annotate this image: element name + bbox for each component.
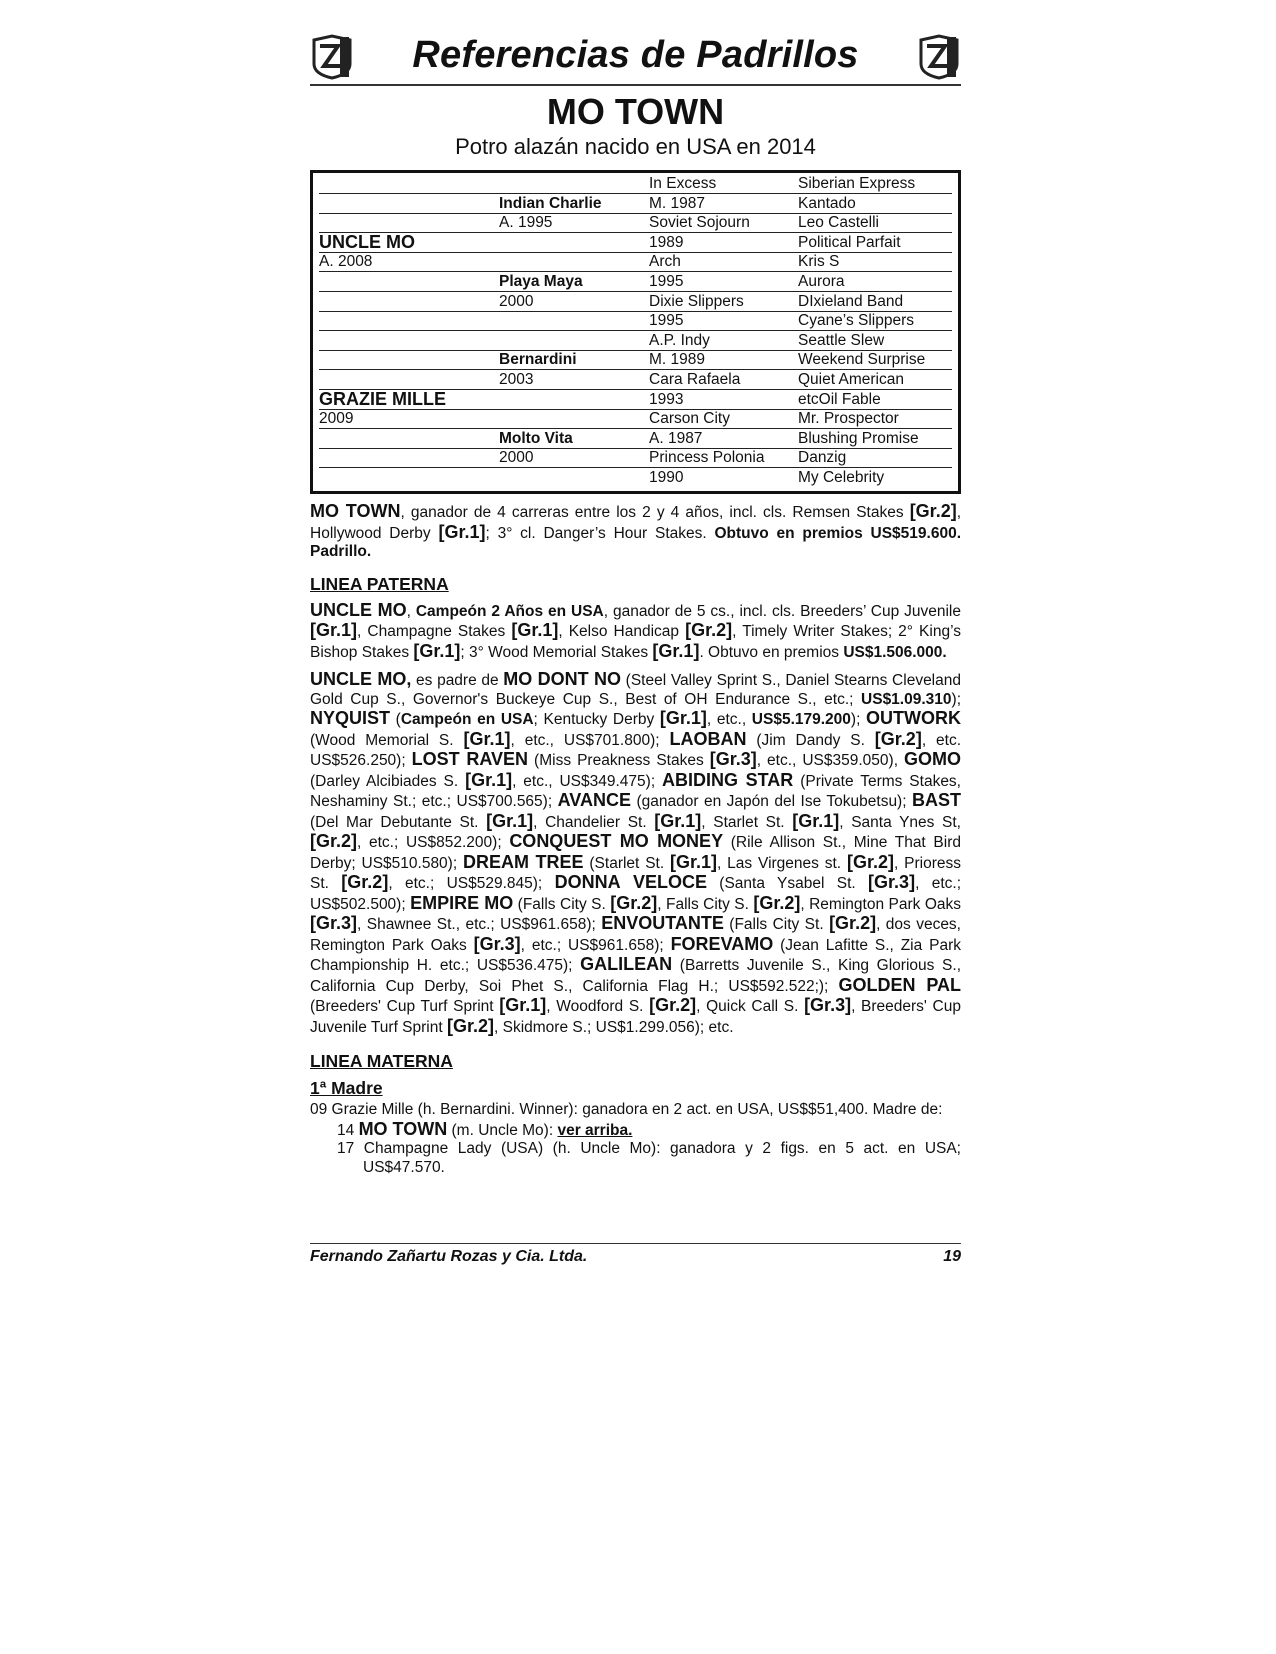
pedigree-cell: 2000 bbox=[499, 449, 534, 467]
progeny-paragraph bbox=[310, 670, 961, 1037]
grade: [Gr.3] bbox=[709, 749, 757, 769]
page-number: 19 bbox=[943, 1248, 961, 1265]
text: , Kelso Handicap bbox=[558, 623, 686, 640]
grade: [Gr.2] bbox=[341, 872, 389, 892]
pedigree-cell: A. 1995 bbox=[499, 214, 553, 232]
progeny-name: BAST bbox=[912, 790, 962, 810]
grade: [Gr.1] bbox=[499, 995, 547, 1015]
text: (Falls City S. bbox=[513, 895, 611, 913]
pedigree-row bbox=[319, 409, 952, 429]
progeny-name: LOST RAVEN bbox=[411, 749, 529, 769]
progeny-name: EMPIRE MO bbox=[410, 892, 514, 913]
bold-text: US$1.09.310 bbox=[861, 690, 952, 708]
pedigree-cell: Danzig bbox=[798, 449, 847, 467]
text: , etc., bbox=[706, 711, 752, 728]
grade: [Gr.1] bbox=[792, 810, 840, 831]
progeny-name: NYQUIST bbox=[310, 708, 391, 728]
pedigree-cell: 2000 bbox=[499, 292, 534, 310]
text: , Starlet St. bbox=[701, 813, 793, 831]
pedigree-row bbox=[319, 429, 952, 449]
page-footer bbox=[310, 1243, 961, 1266]
offspring-entry: 17 Champagne Lady (USA) (h. Uncle Mo): ganadora y 2 figs. en 5 act. en USA; US$47.570. bbox=[337, 1140, 961, 1176]
pedigree-cell: 1990 bbox=[649, 469, 684, 486]
pedigree-cell: Carson City bbox=[649, 410, 730, 428]
pedigree-cell: In Excess bbox=[649, 175, 717, 192]
earnings: Obtuvo en premios US$519.600. Padrillo. bbox=[310, 524, 962, 560]
grade: [Gr.2] bbox=[753, 892, 801, 913]
pedigree-row bbox=[319, 292, 952, 312]
pedigree-cell: Aurora bbox=[798, 273, 845, 290]
pedigree-cell: My Celebrity bbox=[798, 469, 885, 486]
section-linea-materna: LINEA MATERNA bbox=[310, 1051, 453, 1071]
text: (Jim Dandy S. bbox=[746, 731, 875, 749]
progeny-name: ABIDING STAR bbox=[662, 769, 794, 790]
progeny-name: MO DONT NO bbox=[503, 669, 622, 689]
text: , Breeders' Cup Juvenile Turf Sprint bbox=[310, 998, 961, 1036]
pedigree-cell: 2003 bbox=[499, 371, 534, 388]
text: , etc.; US$502.500); bbox=[310, 875, 961, 913]
text: , etc., US$701.800); bbox=[510, 731, 670, 749]
grade: [Gr.2] bbox=[909, 501, 957, 521]
grade: [Gr.3] bbox=[473, 933, 521, 954]
zr-logo-icon bbox=[917, 34, 961, 80]
progeny-name: GALILEAN bbox=[580, 954, 673, 974]
text: (Rile Allison St., Mine That Bird Derby; US$510.580); bbox=[310, 834, 961, 872]
pedigree-row bbox=[319, 390, 952, 410]
sire-name: UNCLE MO bbox=[310, 599, 407, 620]
progeny-name: GOMO bbox=[904, 749, 962, 769]
progeny-name: FOREVAMO bbox=[670, 933, 774, 954]
text: , etc. US$526.250); bbox=[310, 731, 962, 769]
pedigree-cell: Quiet American bbox=[798, 371, 904, 388]
text: (m. Uncle Mo): bbox=[447, 1121, 558, 1139]
grade: [Gr.3] bbox=[310, 913, 358, 933]
grade: [Gr.1] bbox=[659, 708, 707, 728]
text: ); bbox=[951, 690, 961, 708]
progeny-name: OUTWORK bbox=[866, 708, 962, 728]
pedigree-row bbox=[319, 331, 952, 351]
year: 14 bbox=[337, 1121, 359, 1139]
pedigree-cell: 2009 bbox=[319, 410, 354, 428]
pedigree-row bbox=[319, 174, 952, 194]
pedigree-cell: Mr. Prospector bbox=[798, 410, 899, 428]
pedigree-row bbox=[319, 213, 952, 233]
pedigree-cell: 1995 bbox=[649, 312, 684, 330]
pedigree-cell: GRAZIE MILLE bbox=[319, 388, 446, 409]
pedigree-cell: Dixie Slippers bbox=[649, 292, 744, 310]
text: (Darley Alcibiades S. bbox=[310, 772, 466, 790]
pedigree-cell: Political Parfait bbox=[798, 233, 901, 251]
text: , Prioress St. bbox=[310, 854, 961, 892]
header-title: Referencias de Padrillos bbox=[412, 34, 859, 76]
champion-title: Campeón 2 Años en USA bbox=[415, 602, 604, 620]
grade: [Gr.3] bbox=[804, 995, 852, 1015]
pedigree-cell: 1993 bbox=[649, 390, 684, 408]
grade: [Gr.1] bbox=[465, 769, 513, 790]
horse-name: MO TOWN bbox=[546, 91, 725, 132]
text: ; 3° cl. Danger’s Hour Stakes. bbox=[485, 524, 715, 542]
pedigree-cell: Cara Rafaela bbox=[649, 371, 741, 388]
text: (Breeders' Cup Turf Sprint bbox=[310, 998, 500, 1015]
text: , Skidmore S.; US$1.299.056); etc. bbox=[494, 1018, 734, 1036]
uncle-mo-paragraph: UNCLE MO, Campeón 2 Años en USA, ganador de 5 cs., incl. cls. Breeders’ Cup Juvenile [Gr.1], Champagne Stakes [Gr.1], Kelso Handicap [Gr.2], Timely Writer Stakes; 2° King’s Bishop Stakes [Gr.1]; 3° Wood Memorial Stakes [Gr.1]. Obtuvo en premios US$1.506.000. bbox=[310, 599, 961, 661]
grade: [Gr.2] bbox=[649, 995, 697, 1015]
offspring-name: MO TOWN bbox=[358, 1118, 448, 1139]
progeny-name: ENVOUTANTE bbox=[601, 913, 724, 933]
pedigree-cell: Arch bbox=[649, 253, 681, 271]
summary-horse-name: MO TOWN bbox=[310, 501, 401, 521]
section-primera-madre: 1ª Madre bbox=[310, 1078, 383, 1098]
pedigree-cell: Siberian Express bbox=[798, 175, 916, 192]
text: (Falls City St. bbox=[723, 916, 830, 933]
pedigree-cell: M. 1987 bbox=[649, 194, 706, 212]
text: ; 3° Wood Memorial Stakes bbox=[460, 643, 653, 661]
grade: [Gr.1] bbox=[486, 810, 534, 831]
text: (Santa Ysabel St. bbox=[706, 875, 869, 892]
text: , Shawnee St., etc.; US$961.658); bbox=[357, 916, 602, 933]
text: , Quick Call S. bbox=[696, 998, 805, 1015]
text: , Hollywood Derby bbox=[310, 504, 962, 542]
text: ; Kentucky Derby bbox=[533, 711, 660, 728]
text: (Jean Lafitte S., Zia Park Championship H. etc.; US$536.475); bbox=[310, 936, 961, 974]
pedigree-cell: Bernardini bbox=[499, 351, 577, 369]
see-above-link[interactable]: ver arriba. bbox=[557, 1121, 633, 1139]
pedigree-row bbox=[319, 311, 952, 331]
text: (Del Mar Debutante St. bbox=[310, 813, 487, 831]
text: (Wood Memorial S. bbox=[310, 731, 464, 749]
grade: [Gr.3] bbox=[868, 872, 916, 892]
text: , etc., US$359.050), bbox=[756, 752, 905, 769]
pedigree-cell: Soviet Sojourn bbox=[649, 214, 750, 232]
progeny-name: DONNA VELOCE bbox=[554, 872, 707, 892]
grade: [Gr.1] bbox=[413, 640, 461, 661]
text: es padre de bbox=[411, 672, 504, 689]
grade: [Gr.2] bbox=[685, 620, 733, 640]
text: ( bbox=[390, 711, 401, 728]
pedigree-cell: 1995 bbox=[649, 273, 684, 290]
pedigree-cell: Playa Maya bbox=[499, 273, 583, 290]
text: (ganador en Japón del Ise Tokubetsu); bbox=[630, 793, 913, 810]
pedigree-cell: Indian Charlie bbox=[499, 194, 602, 212]
bold-text: Campeón en USA bbox=[400, 711, 534, 728]
text: ); bbox=[850, 711, 867, 728]
progeny-name: DREAM TREE bbox=[463, 851, 584, 872]
pedigree-cell: A. 2008 bbox=[319, 253, 373, 271]
text: , Las Virgenes st. bbox=[717, 854, 847, 872]
pedigree-cell: A.P. Indy bbox=[649, 331, 710, 349]
pedigree-cell: Weekend Surprise bbox=[798, 351, 926, 369]
text: , Santa Ynes St, bbox=[839, 813, 961, 831]
text: (Miss Preakness Stakes bbox=[528, 752, 710, 769]
text: , Remington Park Oaks bbox=[800, 895, 961, 913]
grade: [Gr.2] bbox=[610, 892, 658, 913]
pedigree-cell: Seattle Slew bbox=[798, 331, 885, 349]
summary-paragraph bbox=[310, 502, 961, 562]
grade: [Gr.2] bbox=[874, 728, 922, 749]
text: , ganador de 4 carreras entre los 2 y 4 años, incl. cls. Remsen Stakes bbox=[400, 504, 910, 521]
text: , Champagne Stakes bbox=[357, 623, 512, 640]
pedigree-cell: DIxieland Band bbox=[798, 292, 904, 310]
page-header bbox=[310, 32, 961, 86]
grade: [Gr.1] bbox=[310, 620, 358, 640]
grade: [Gr.2] bbox=[446, 1015, 494, 1036]
grade: [Gr.1] bbox=[511, 620, 559, 640]
text: , Woodford S. bbox=[546, 998, 650, 1015]
bold-text: US$5.179.200 bbox=[751, 711, 851, 728]
section-linea-paterna: LINEA PATERNA bbox=[310, 573, 449, 594]
text: , etc.; US$529.845); bbox=[388, 875, 555, 892]
progeny-name: LAOBAN bbox=[669, 728, 747, 749]
pedigree-row bbox=[319, 252, 952, 272]
text: , etc.; US$852.200); bbox=[357, 834, 510, 851]
pedigree-cell: Molto Vita bbox=[499, 429, 573, 447]
pedigree-cell: Kantado bbox=[798, 194, 856, 212]
pedigree-row bbox=[319, 370, 952, 390]
text: , ganador de 5 cs., incl. cls. Breeders’ Cup Juvenile bbox=[603, 602, 961, 620]
progeny-name: AVANCE bbox=[557, 790, 631, 810]
text: (Private Terms Stakes, Neshaminy St.; etc.; US$700.565); bbox=[310, 772, 961, 810]
pedigree-row bbox=[319, 448, 952, 468]
text: . Obtuvo en premios bbox=[699, 643, 844, 661]
offspring-entry bbox=[310, 1120, 961, 1141]
footer-company: Fernando Zañartu Rozas y Cia. Ltda. bbox=[310, 1248, 588, 1265]
pedigree-cell: Kris S bbox=[798, 253, 840, 271]
grade: [Gr.1] bbox=[670, 851, 718, 872]
pedigree-row bbox=[319, 194, 952, 214]
text: (Barretts Juvenile S., King Glorious S., California Cup Derby, Soi Phet S., California Flag H.; US$592.522;); bbox=[310, 957, 961, 995]
text: (Starlet St. bbox=[583, 854, 670, 872]
pedigree-cell: 1989 bbox=[649, 233, 684, 251]
pedigree-cell: Blushing Promise bbox=[798, 429, 919, 447]
grade: [Gr.1] bbox=[652, 640, 700, 661]
pedigree-cell: UNCLE MO bbox=[319, 231, 415, 252]
dam-entry: 09 Grazie Mille (h. Bernardini. Winner): ganadora en 2 act. en USA, US$$51,400. Madre de: bbox=[310, 1101, 943, 1118]
pedigree-cell: Princess Polonia bbox=[649, 449, 765, 467]
text: , Falls City S. bbox=[657, 895, 754, 913]
grade: [Gr.1] bbox=[438, 521, 486, 542]
earnings: US$1.506.000. bbox=[843, 643, 947, 661]
pedigree-row bbox=[319, 233, 952, 253]
page-content bbox=[310, 32, 961, 1177]
progeny-name: GOLDEN PAL bbox=[838, 974, 961, 995]
grade: [Gr.2] bbox=[829, 913, 877, 933]
progeny-name: CONQUEST MO MONEY bbox=[509, 831, 724, 851]
pedigree-cell: etcOil Fable bbox=[798, 390, 881, 408]
text: , Chandelier St. bbox=[533, 813, 655, 831]
grade: [Gr.2] bbox=[310, 831, 358, 851]
pedigree-cell: M. 1989 bbox=[649, 351, 706, 369]
text: , dos veces, Remington Park Oaks bbox=[310, 916, 961, 954]
text: , Timely Writer Stakes; 2° King’s Bishop Stakes bbox=[310, 623, 961, 661]
sire-name: UNCLE MO, bbox=[310, 669, 412, 689]
pedigree-row bbox=[319, 350, 952, 370]
horse-subtitle: Potro alazán nacido en USA en 2014 bbox=[455, 134, 816, 159]
pedigree-cell: Cyane’s Slippers bbox=[798, 312, 915, 330]
text: , etc., US$349.475); bbox=[512, 772, 663, 790]
text: (Steel Valley Sprint S., Daniel Stearns Cleveland Gold Cup S., Governor's Buckeye Cup S., Best of OH Endurance S., etc.; bbox=[310, 672, 961, 708]
grade: [Gr.1] bbox=[463, 728, 511, 749]
pedigree-row bbox=[319, 272, 952, 292]
pedigree-cell: Leo Castelli bbox=[798, 214, 879, 232]
text: , etc.; US$961.658); bbox=[520, 936, 671, 954]
pedigree-cell: A. 1987 bbox=[649, 429, 703, 447]
pedigree-row bbox=[319, 468, 952, 487]
pedigree-table bbox=[310, 170, 961, 494]
grade: [Gr.1] bbox=[654, 810, 702, 831]
grade: [Gr.2] bbox=[846, 851, 894, 872]
